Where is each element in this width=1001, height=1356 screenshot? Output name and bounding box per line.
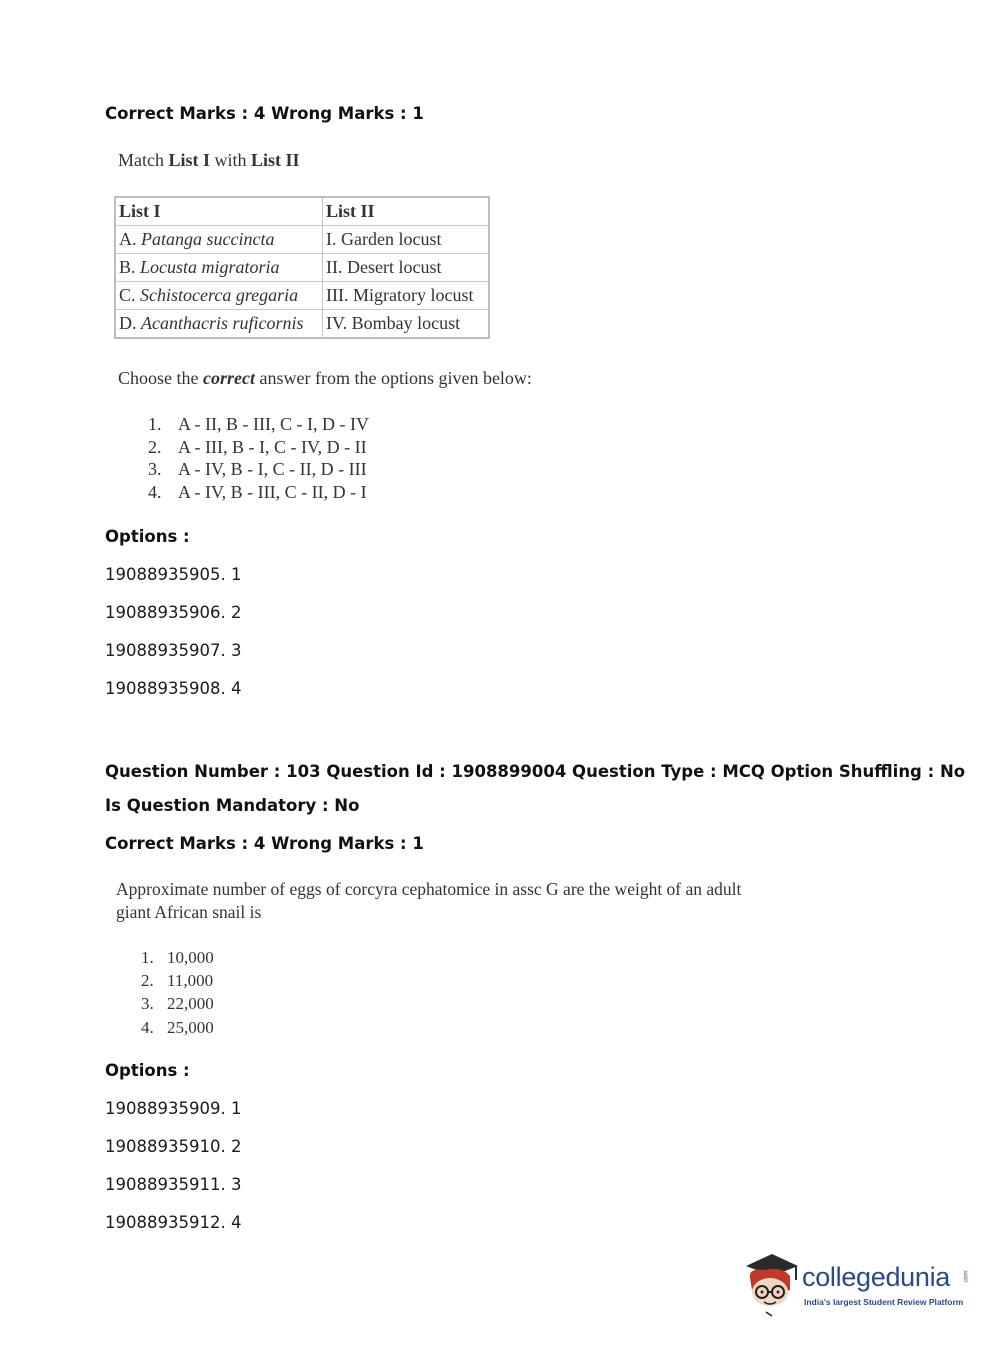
q103-option-4: 19088935912. 4 <box>105 1213 242 1232</box>
q103-choices <box>141 946 214 1039</box>
intro-prefix: Match <box>118 150 169 170</box>
q102-options-label: Options : <box>105 527 190 546</box>
table-cell-species: D. Acanthacris ruficornis <box>115 310 323 339</box>
table-row <box>115 310 489 339</box>
logo-tagline: India's largest Student Review Platform <box>804 1297 964 1307</box>
intro-list1: List I <box>168 150 210 170</box>
match-table <box>114 196 490 339</box>
collegedunia-logo <box>742 1250 972 1320</box>
q102-choices <box>148 413 369 504</box>
q103-question-line1: Approximate number of eggs of corcyra cephatomice in assc G are the weight of an adult <box>116 879 742 899</box>
q102-intro <box>118 150 300 171</box>
logo-wordmark: collegedunia <box>802 1262 951 1292</box>
q102-option-1: 19088935905. 1 <box>105 565 242 584</box>
table-cell-match: I. Garden locust <box>323 226 490 254</box>
table-cell-match: II. Desert locust <box>323 254 490 282</box>
table-row <box>115 282 489 310</box>
table-cell-match: IV. Bombay locust <box>323 310 490 339</box>
logo-com: .com <box>963 1270 970 1284</box>
list-item: 2. A - III, B - I, C - IV, D - II <box>148 436 367 457</box>
list-item: 3. 22,000 <box>141 994 214 1014</box>
list-item: 1. A - II, B - III, C - I, D - IV <box>148 414 369 434</box>
table-row <box>115 254 489 282</box>
intro-with: with <box>210 150 252 170</box>
q103-question-line2: giant African snail is <box>116 902 262 922</box>
list-item: 2. 11,000 <box>141 971 214 991</box>
q103-option-2: 19088935910. 2 <box>105 1137 242 1156</box>
q103-option-3: 19088935911. 3 <box>105 1175 242 1194</box>
table-cell-match: III. Migratory locust <box>323 282 490 310</box>
q102-option-2: 19088935906. 2 <box>105 603 242 622</box>
table-header-row <box>115 197 489 226</box>
mascot-icon <box>742 1250 802 1320</box>
q102-choose: Choose the correct answer from the options given below: <box>118 368 532 388</box>
list-item: 4. 25,000 <box>141 1017 214 1037</box>
table-cell-species: B. Locusta migratoria <box>115 254 323 282</box>
table-cell-species: A. Patanga succincta <box>115 226 323 254</box>
intro-list2: List II <box>251 150 300 170</box>
table-header-cell: List I <box>115 197 323 226</box>
q102-marks: Correct Marks : 4 Wrong Marks : 1 <box>105 104 424 123</box>
list-item: 1. 10,000 <box>141 948 214 967</box>
q103-marks: Correct Marks : 4 Wrong Marks : 1 <box>105 834 424 853</box>
list-item: 3. A - IV, B - I, C - II, D - III <box>148 459 367 480</box>
q103-options-label: Options : <box>105 1061 190 1080</box>
table-header-cell: List II <box>323 197 490 226</box>
table-row <box>115 226 489 254</box>
table-cell-species: C. Schistocerca gregaria <box>115 282 323 310</box>
q102-option-3: 19088935907. 3 <box>105 641 242 660</box>
q103-option-1: 19088935909. 1 <box>105 1099 242 1118</box>
q103-header: Question Number : 103 Question Id : 1908899004 Question Type : MCQ Option Shuffling : No <box>105 762 966 781</box>
q103-mandatory: Is Question Mandatory : No <box>105 796 360 815</box>
q102-option-4: 19088935908. 4 <box>105 679 242 698</box>
list-item: 4. A - IV, B - III, C - II, D - I <box>148 482 367 503</box>
